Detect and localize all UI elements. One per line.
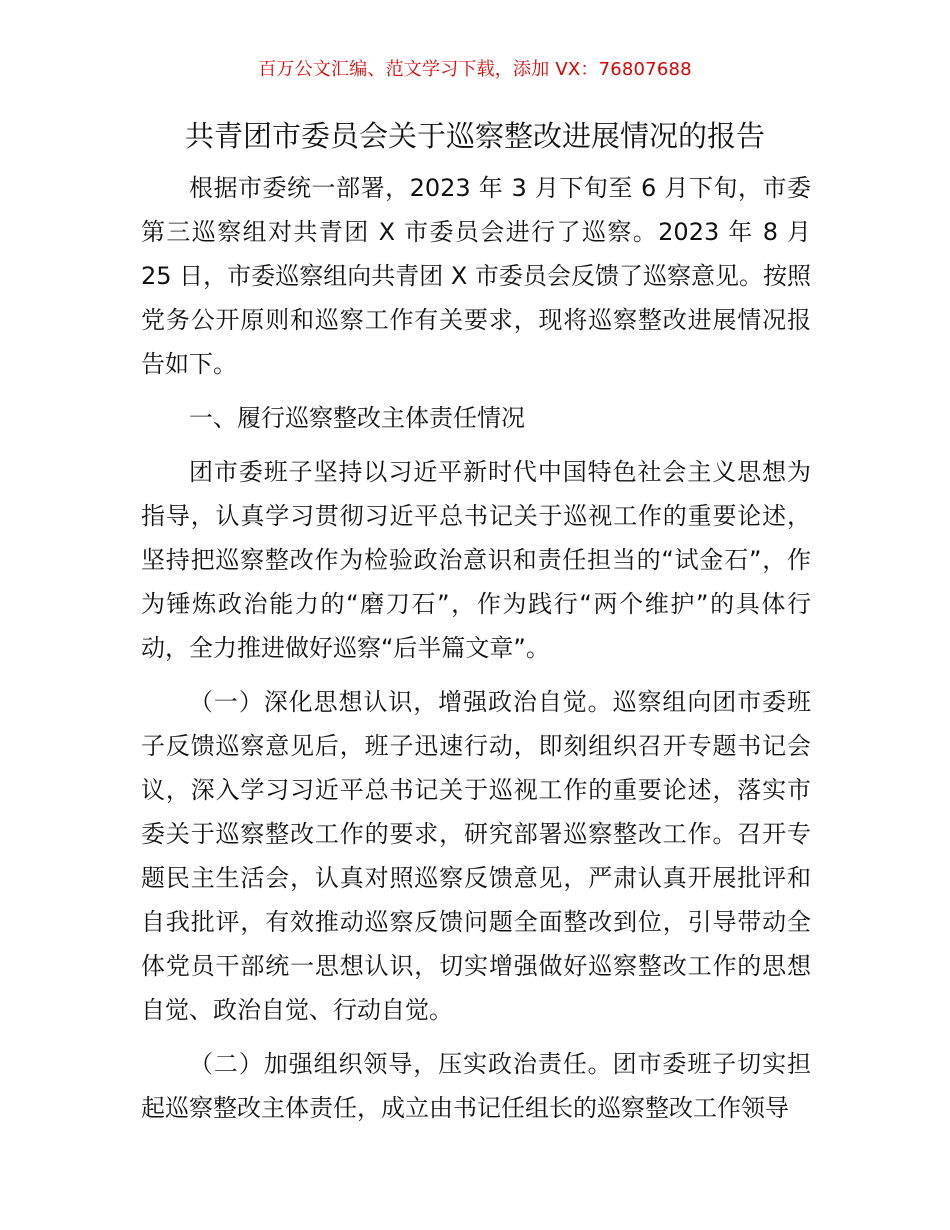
document-body <box>141 166 811 1130</box>
page-title: 共青团市委员会关于巡察整改进展情况的报告 <box>184 119 765 153</box>
paragraph-subsection-2: （二）加强组织领导，压实政治责任。团市委班子切实担起巡察整改主体责任，成立由书记任组长的巡察整改工作领导 <box>141 1050 811 1122</box>
paragraph-subsection-1: （一）深化思想认识，增强政治自觉。巡察组向团市委班子反馈巡察意见后，班子迅速行动，即刻组织召开专题书记会议，深入学习习近平总书记关于巡视工作的重要论述，落实市委关于巡察整改工作的要求，研究部署巡察整改工作。召开专题民主生活会，认真对照巡察反馈意见，严肃认真开展批评和自我批评，有效推动巡察反馈问题全面整改到位，引导带动全体党员干部统一思想认识，切实增强做好巡察整改工作的思想自觉、政治自觉、行动自觉。 <box>141 688 811 1024</box>
section-heading-1: 一、履行巡察整改主体责任情况 <box>189 404 525 432</box>
paragraph-section-1: 团市委班子坚持以习近平新时代中国特色社会主义思想为指导，认真学习贯彻习近平总书记关于巡视工作的重要论述，坚持把巡察整改作为检验政治意识和责任担当的“试金石”，作为锤炼政治能力的“磨刀石”，作为践行“两个维护”的具体行动，全力推进做好巡察“后半篇文章”。 <box>141 458 811 662</box>
paragraph-intro: 根据市委统一部署，2023 年 3 月下旬至 6 月下旬，市委第三巡察组对共青团 X 市委员会进行了巡察。2023 年 8 月 25 日，市委巡察组向共青团 X 市委员会反馈了巡察意见。按照党务公开原则和巡察工作有关要求，现将巡察整改进展情况报告如下。 <box>141 174 811 378</box>
watermark-banner: 百万公文汇编、范文学习下载，添加 VX：76807688 <box>258 59 692 80</box>
